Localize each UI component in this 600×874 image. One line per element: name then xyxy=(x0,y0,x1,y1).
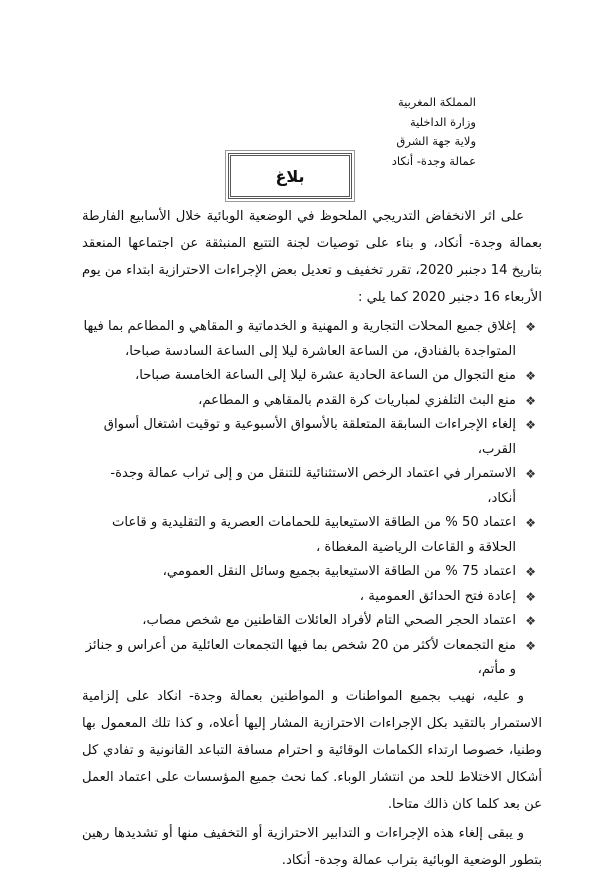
list-item-text: إغلاق جميع المحلات التجارية و المهنية و الخدماتية و المقاهي و المطاعم بما فيها المتواجدة بالفنادق، من الساعة العاشرة ليلا إلى الساعة السادسة صباحا، xyxy=(83,319,516,359)
list-item-text: الاستمرار في اعتماد الرخص الاستثنائية للتنقل من و إلى تراب عمالة وجدة- أنكاد، xyxy=(110,466,516,506)
list-item xyxy=(82,634,542,683)
document-body xyxy=(82,203,542,874)
measures-list xyxy=(82,315,542,683)
diamond-bullet-icon: ❖ xyxy=(525,467,536,481)
list-item xyxy=(82,585,542,610)
list-item xyxy=(82,413,542,462)
diamond-bullet-icon: ❖ xyxy=(525,320,536,334)
list-item xyxy=(82,609,542,634)
letterhead-line: عمالة وجدة- أنكاد xyxy=(391,153,476,168)
list-item-text: منع التجمعات لأكثر من 20 شخص بما فيها التجمعات العائلية من أعراس و جنائز و مأتم، xyxy=(85,637,516,677)
diamond-bullet-icon: ❖ xyxy=(525,638,536,653)
intro-paragraph: على اثر الانخفاض التدريجي الملحوظ في الوضعية الوبائية خلال الأسابيع الفارطة بعمالة وجدة- أنكاد، و بناء على توصيات لجنة التتبع المنبثقة عن اجتماعها المنعقد بتاريخ 14 دجنبر 2020، تقرر تخفيف و تعديل بعض الإجراءات الاحترازية ابتداء من يوم الأربعاء 16 دجنبر 2020 كما يلي : xyxy=(81,209,542,305)
list-item-text: إعادة فتح الحدائق العمومية ، xyxy=(359,588,516,604)
diamond-bullet-icon: ❖ xyxy=(525,589,536,604)
document-title: بلاغ xyxy=(228,153,352,199)
list-item xyxy=(82,315,542,364)
list-item-text: اعتماد الحجر الصحي التام لأفراد العائلات القاطنين مع شخص مصاب، xyxy=(142,613,516,628)
list-item xyxy=(82,462,542,511)
diamond-bullet-icon: ❖ xyxy=(525,369,536,383)
diamond-bullet-icon: ❖ xyxy=(525,418,536,432)
letterhead-line: المملكة المغربية xyxy=(397,95,476,109)
list-item xyxy=(82,511,542,560)
list-item-text: اعتماد 50 % من الطاقة الاستيعابية للحمامات العصرية و التقليدية و قاعات الحلاقة و القاعات الرياضية المغطاة ، xyxy=(112,515,516,555)
letterhead-line: ولاية جهة الشرق xyxy=(396,134,476,148)
letterhead-line: وزارة الداخلية xyxy=(409,114,476,129)
list-item xyxy=(82,389,542,414)
list-item-text: اعتماد 75 % من الطاقة الاستيعابية بجميع وسائل النقل العمومي، xyxy=(162,564,516,579)
list-item xyxy=(82,364,542,389)
closing-paragraph: و يبقى إلغاء هذه الإجراءات و التدابير الاحترازية أو التخفيف منها أو تشديدها رهين بتطور الوضعية الوبائية بتراب عمالة وجدة- أنكاد. xyxy=(82,825,542,868)
list-item-text: منع البث التلفزي لمباريات كرة القدم بالمقاهي و المطاعم، xyxy=(198,392,516,408)
appeal-paragraph: و عليه، نهيب بجميع المواطنات و المواطنين بعمالة وجدة- انكاد على إلزامية الاستمرار بالتقيد بكل الإجراءات الاحترازية المشار إليها أعلاه، و كذا تلك المعمول بها وطنيا، خصوصا ارتداء الكمامات الوقائية و احترام مسافة التباعد القانونية و تفادي كل أشكال الاختلاط للحد من انتشار الوباء. كما نحث جميع المؤسسات على اعتماد العمل عن بعد كلما كان ذالك متاحا. xyxy=(82,688,542,812)
list-item xyxy=(82,560,542,585)
diamond-bullet-icon: ❖ xyxy=(525,565,536,579)
diamond-bullet-icon: ❖ xyxy=(525,516,536,530)
list-item-text: منع التجوال من الساعة الحادية عشرة ليلا إلى الساعة الخامسة صباحا، xyxy=(134,368,516,383)
diamond-bullet-icon: ❖ xyxy=(525,393,536,408)
letterhead xyxy=(392,93,476,171)
list-item-text: إلغاء الإجراءات السابقة المتعلقة بالأسواق الأسبوعية و توقيت اشتغال أسواق القرب، xyxy=(103,417,516,457)
diamond-bullet-icon: ❖ xyxy=(525,614,536,628)
